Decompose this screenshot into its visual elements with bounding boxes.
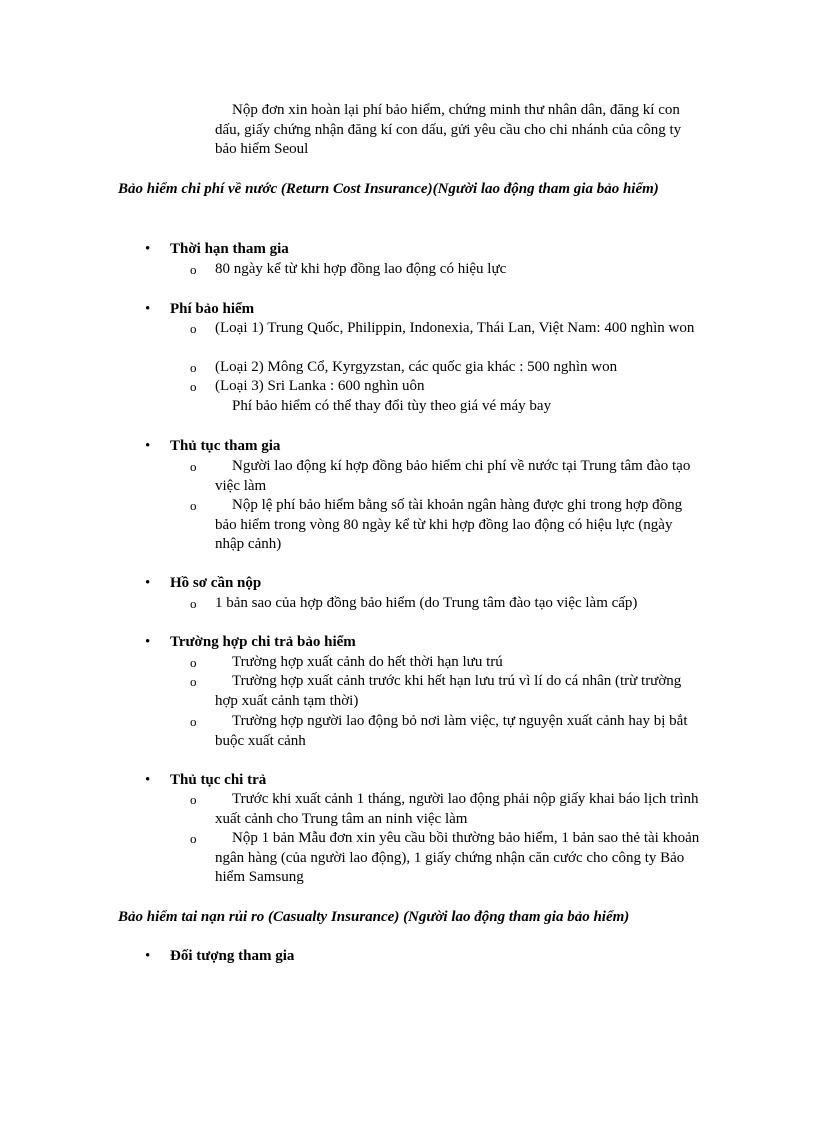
heading-text: Hồ sơ cần nộp	[170, 575, 262, 591]
bullet-heading	[145, 771, 266, 791]
bullet-icon: •	[145, 575, 151, 591]
circle-bullet-icon: o	[190, 831, 197, 846]
list-item: o 80 ngày kể từ khi hợp đồng lao động có hiệu lực	[190, 260, 700, 280]
heading-text: Đối tượng tham gia	[170, 948, 295, 964]
bullet-heading	[145, 240, 289, 260]
bullet-icon: •	[145, 301, 151, 317]
circle-bullet-icon: o	[190, 379, 197, 394]
list-item: o Trường hợp người lao động bỏ nơi làm việc, tự nguyện xuất cảnh hay bị bắt buộc xuất cảnh	[190, 713, 688, 749]
intro-paragraph: Nộp đơn xin hoàn lại phí bảo hiểm, chứng minh thư nhân dân, đăng kí con dấu, giấy chứng nhận đăng kí con dấu, gửi yêu cầu cho chi nhánh của công ty bảo hiểm Seoul	[215, 102, 682, 157]
section-title-return-cost: Bảo hiểm chi phí về nước (Return Cost Insurance)(Người lao động tham gia bảo hiểm)	[118, 181, 659, 197]
list-item: o Trường hợp xuất cảnh trước khi hết hạn lưu trú vì lí do cá nhân (trừ trường hợp xuất cảnh tạm thời)	[190, 673, 682, 709]
bullet-heading	[145, 437, 280, 457]
list-item: o (Loại 2) Mông Cổ, Kyrgyzstan, các quốc gia khác : 500 nghìn won	[190, 358, 700, 378]
heading-text: Phí bảo hiểm	[170, 301, 255, 317]
list-item: o Nộp 1 bản Mẫu đơn xin yêu cầu bồi thường bảo hiểm, 1 bản sao thẻ tài khoản ngân hàng (của người lao động), 1 giấy chứng nhận căn cước cho công ty Bảo hiểm Samsung	[190, 830, 700, 885]
list-item: o (Loại 3) Sri Lanka : 600 nghìn uôn	[190, 377, 700, 397]
circle-bullet-icon: o	[190, 498, 197, 513]
circle-bullet-icon: o	[190, 655, 197, 670]
bullet-icon: •	[145, 438, 151, 454]
circle-bullet-icon: o	[190, 674, 197, 689]
section-title-casualty: Bảo hiểm tai nạn rủi ro (Casualty Insurance) (Người lao động tham gia bảo hiểm)	[118, 909, 630, 925]
list-item: o Trước khi xuất cảnh 1 tháng, người lao động phải nộp giấy khai báo lịch trình xuất cảnh cho Trung tâm an ninh việc làm	[190, 791, 699, 827]
bullet-heading	[145, 300, 254, 320]
bullet-icon: •	[145, 634, 151, 650]
list-item: o Người lao động kí hợp đồng bảo hiểm chi phí về nước tại Trung tâm đào tạo việc làm	[190, 458, 691, 494]
bullet-heading	[145, 633, 356, 653]
circle-bullet-icon: o	[190, 792, 197, 807]
list-item: o (Loại 1) Trung Quốc, Philippin, Indonexia, Thái Lan, Việt Nam: 400 nghìn won	[190, 319, 700, 339]
circle-bullet-icon: o	[190, 596, 197, 611]
heading-text: Trường hợp chi trả bảo hiểm	[170, 634, 356, 650]
fee-note: Phí bảo hiểm có thể thay đổi tùy theo giá vé máy bay	[232, 398, 552, 414]
bullet-heading	[145, 947, 294, 967]
list-item: o Trường hợp xuất cảnh do hết thời hạn lưu trú	[190, 653, 700, 673]
heading-text: Thời hạn tham gia	[170, 241, 289, 257]
bullet-icon: •	[145, 241, 151, 257]
heading-text: Thủ tục chi trả	[170, 772, 267, 788]
circle-bullet-icon: o	[190, 459, 197, 474]
bullet-heading	[145, 574, 261, 594]
circle-bullet-icon: o	[190, 321, 197, 336]
circle-bullet-icon: o	[190, 714, 197, 729]
list-item: o Nộp lệ phí bảo hiểm bằng số tài khoản ngân hàng được ghi trong hợp đồng bảo hiểm trong vòng 80 ngày kể từ khi hợp đồng lao động có hiệu lực (ngày nhập cảnh)	[190, 497, 683, 552]
bullet-icon: •	[145, 772, 151, 788]
bullet-icon: •	[145, 948, 151, 964]
heading-text: Thủ tục tham gia	[170, 438, 281, 454]
circle-bullet-icon: o	[190, 360, 197, 375]
circle-bullet-icon: o	[190, 262, 197, 277]
list-item: o 1 bản sao của hợp đồng bảo hiểm (do Trung tâm đào tạo việc làm cấp)	[190, 594, 700, 614]
